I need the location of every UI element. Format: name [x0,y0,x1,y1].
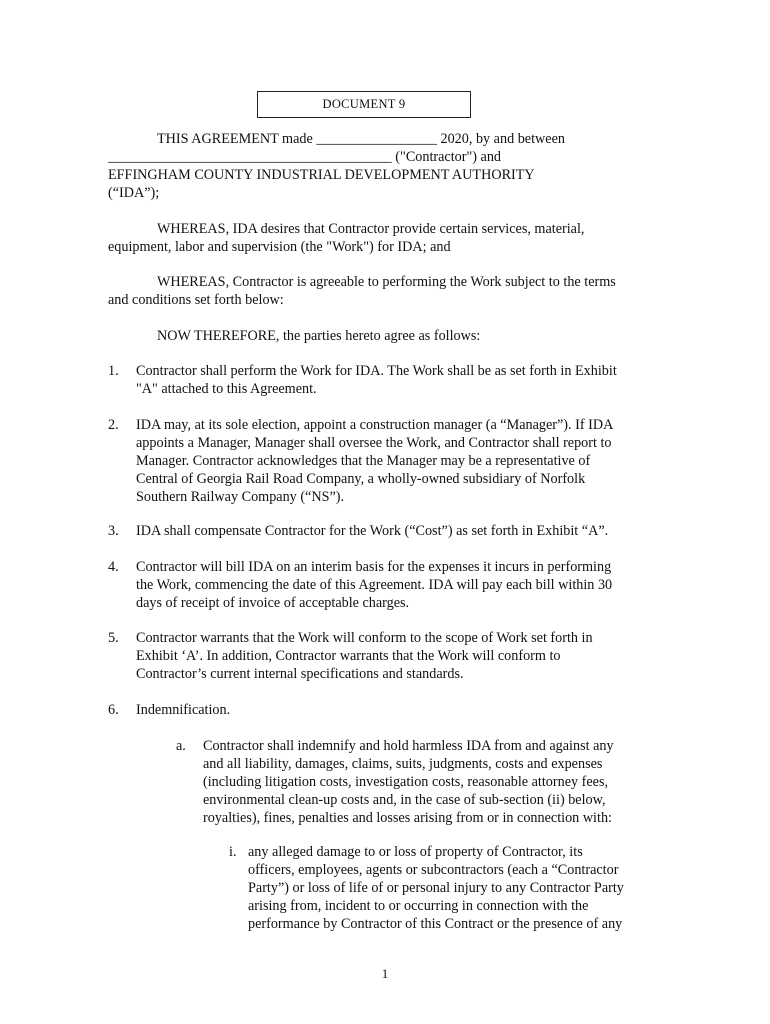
preamble-line: THIS AGREEMENT made _________________ 2020, by and between [157,131,565,147]
clause-2 [108,416,668,506]
subclause-roman: i. [229,844,237,860]
subclause-line: and all liability, damages, claims, suits, judgments, costs and expenses [203,756,603,772]
now-therefore-paragraph [108,327,668,345]
clause-4 [108,558,668,612]
subclause-i [229,843,659,933]
subclause-line: royalties), fines, penalties and losses arising from or in connection with: [203,810,612,826]
whereas-paragraph-2 [108,273,668,309]
clause-line: appoints a Manager, Manager shall oversee the Work, and Contractor shall report to [136,435,612,451]
clause-3 [108,522,668,540]
now-therefore-line: NOW THEREFORE, the parties hereto agree as follows: [157,328,481,344]
subclause-line: Contractor shall indemnify and hold harmless IDA from and against any [203,738,614,754]
clause-line: Indemnification. [136,702,231,718]
subclause-a [176,737,656,827]
subclause-line: (including litigation costs, investigation costs, reasonable attorney fees, [203,774,609,790]
preamble-line: ________________________________________ ("Contractor") and [108,149,502,165]
clause-number: 5. [108,630,119,646]
subclause-line: environmental clean-up costs and, in the case of sub-section (ii) below, [203,792,606,808]
clause-number: 2. [108,417,119,433]
clause-line: Manager. Contractor acknowledges that the Manager may be a representative of [136,453,591,469]
clause-number: 6. [108,702,119,718]
subclause-line: arising from, incident to or occurring in connection with the [248,898,589,914]
clause-line: Contractor will bill IDA on an interim basis for the expenses it incurs in performing [136,559,612,575]
clause-5 [108,629,668,683]
whereas-paragraph-1 [108,220,668,256]
clause-number: 3. [108,523,119,539]
subclause-line: performance by Contractor of this Contract or the presence of any [248,916,623,932]
preamble-line: EFFINGHAM COUNTY INDUSTRIAL DEVELOPMENT AUTHORITY [108,167,535,183]
preamble-line: (“IDA”); [108,185,160,201]
clause-line: Contractor shall perform the Work for IDA. The Work shall be as set forth in Exhibit [136,363,617,379]
subclause-line: any alleged damage to or loss of property of Contractor, its [248,844,583,860]
clause-line: "A" attached to this Agreement. [136,381,317,397]
clause-line: Contractor’s current internal specifications and standards. [136,666,464,682]
clause-number: 1. [108,363,119,379]
clause-1 [108,362,668,398]
clause-line: Exhibit ‘A’. In addition, Contractor warrants that the Work will conform to [136,648,561,664]
clause-line: IDA shall compensate Contractor for the Work (“Cost”) as set forth in Exhibit “A”. [136,523,609,539]
document-header-box: DOCUMENT 9 [257,91,471,118]
subclause-line: Party”) or loss of life of or personal injury to any Contractor Party [248,880,624,896]
preamble-paragraph [108,130,668,202]
whereas-line: and conditions set forth below: [108,292,284,308]
clause-line: Southern Railway Company (“NS”). [136,489,345,505]
page-number: 1 [381,966,389,981]
clause-line: IDA may, at its sole election, appoint a construction manager (a “Manager”). If IDA [136,417,614,433]
whereas-line: WHEREAS, IDA desires that Contractor provide certain services, material, [157,221,585,237]
clause-line: Contractor warrants that the Work will conform to the scope of Work set forth in [136,630,593,646]
whereas-line: WHEREAS, Contractor is agreeable to performing the Work subject to the terms [157,274,616,290]
whereas-line: equipment, labor and supervision (the "Work") for IDA; and [108,239,451,255]
subclause-line: officers, employees, agents or subcontractors (each a “Contractor [248,862,619,878]
clause-line: days of receipt of invoice of acceptable charges. [136,595,410,611]
clause-6 [108,701,668,719]
subclause-letter: a. [176,738,186,754]
clause-line: Central of Georgia Rail Road Company, a wholly-owned subsidiary of Norfolk [136,471,586,487]
clause-number: 4. [108,559,119,575]
clause-line: the Work, commencing the date of this Agreement. IDA will pay each bill within 30 [136,577,613,593]
